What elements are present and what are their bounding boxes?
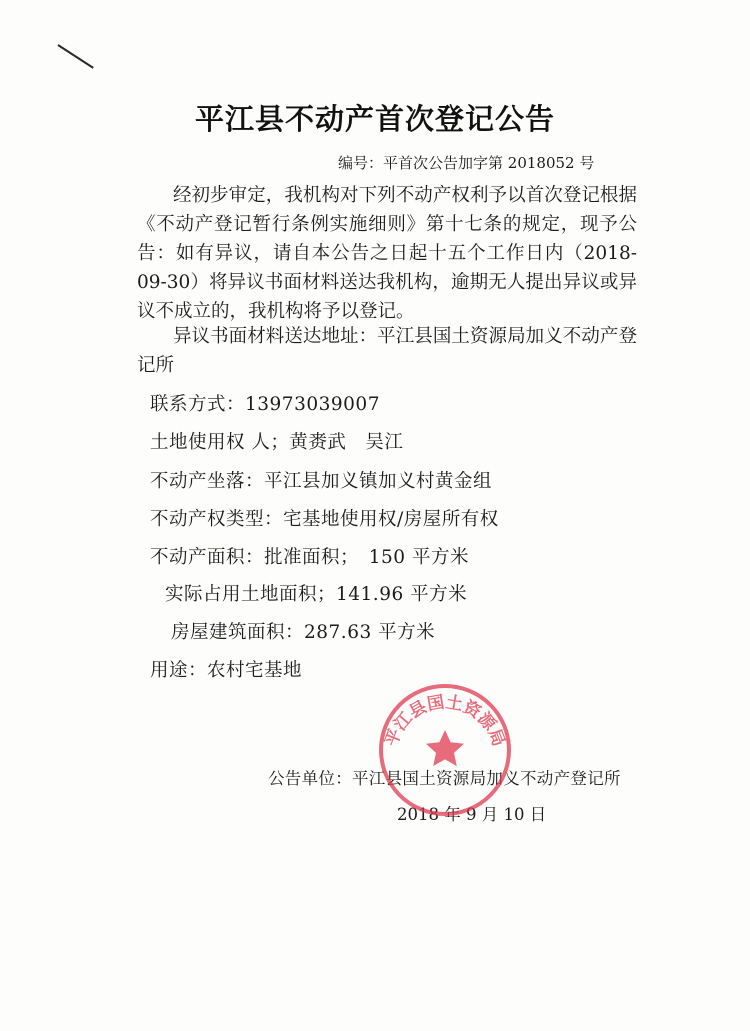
issue-date: 2018 年 9 月 10 日 bbox=[397, 805, 547, 824]
notice-paragraph-address: 异议书面材料送达地址：平江县国土资源局加义不动产登记所 bbox=[137, 326, 637, 376]
usage-field: 用途：农村宅基地 bbox=[150, 660, 303, 681]
issuing-unit: 公告单位：平江县国土资源局加义不动产登记所 bbox=[268, 769, 621, 788]
property-area-field: 不动产面积：批准面积； 150 平方米 bbox=[150, 547, 469, 568]
document-number: 编号：平首次公告加字第 2018052 号 bbox=[338, 154, 595, 172]
seal-arc-text: 平江县国土资源局 bbox=[381, 692, 509, 750]
property-location-field: 不动产坐落：平江县加义镇加义村黄金组 bbox=[150, 471, 493, 492]
seal-ring bbox=[381, 686, 509, 814]
seal-text bbox=[381, 692, 509, 750]
notice-paragraph-main: 经初步审定，我机构对下列不动产权利予以首次登记根据《不动产登记暂行条例实施细则》第十七条的规定，现予公告：如有异议，请自本公告之日起十五个工作日内（2018-09-30）将异议书面材料送达我机构，逾期无人提出异议或异议不成立的，我机构将予以登记。 bbox=[137, 185, 637, 322]
official-seal-stamp bbox=[375, 680, 515, 820]
seal-star-icon bbox=[426, 730, 464, 766]
land-user-field: 土地使用权 人；黄赉武 吴江 bbox=[150, 432, 404, 453]
actual-land-area-field: 实际占用土地面积；141.96 平方米 bbox=[165, 584, 468, 605]
scan-mark bbox=[57, 44, 93, 69]
building-area-field: 房屋建筑面积：287.63 平方米 bbox=[171, 622, 436, 643]
contact-field: 联系方式：13973039007 bbox=[150, 394, 380, 415]
property-right-type-field: 不动产权类型：宅基地使用权/房屋所有权 bbox=[150, 509, 499, 530]
notice-title: 平江县不动产首次登记公告 bbox=[194, 102, 555, 136]
